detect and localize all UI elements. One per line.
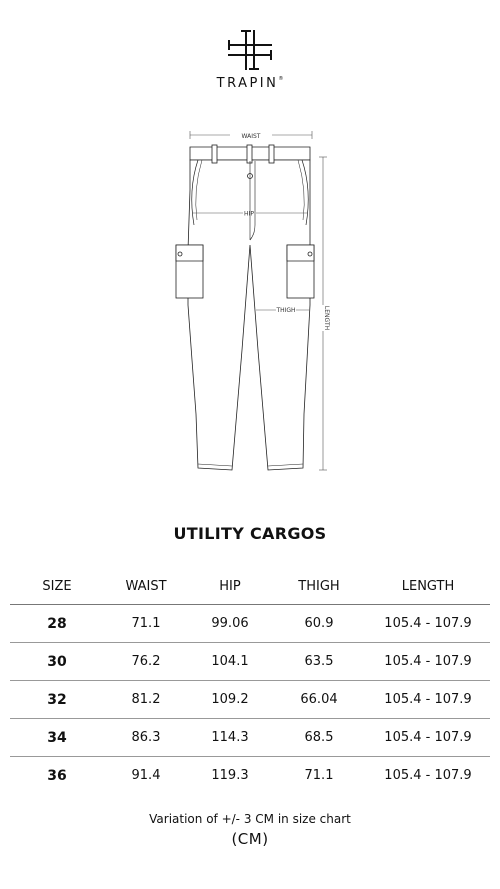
table-row <box>10 605 490 643</box>
cell-size: 32 <box>10 681 104 719</box>
table-row <box>10 719 490 757</box>
cell-size: 28 <box>10 605 104 643</box>
cell-length: 105.4 - 107.9 <box>366 643 490 681</box>
cell-length: 105.4 - 107.9 <box>366 719 490 757</box>
header-waist: WAIST <box>104 568 188 605</box>
product-title: UTILITY CARGOS <box>173 524 327 543</box>
cell-size: 30 <box>10 643 104 681</box>
header-size: SIZE <box>10 568 104 605</box>
right-cargo-pocket <box>287 245 314 298</box>
cell-waist: 71.1 <box>104 605 188 643</box>
left-cargo-pocket <box>176 245 203 298</box>
hip-label: HIP <box>244 210 254 218</box>
cell-length: 105.4 - 107.9 <box>366 605 490 643</box>
waist-label: WAIST <box>241 133 261 140</box>
brand-cross-icon <box>225 28 275 72</box>
trademark-mark: ® <box>278 76 284 82</box>
thigh-label: THIGH <box>276 307 296 314</box>
unit-label: (CM) <box>231 830 269 848</box>
cell-length: 105.4 - 107.9 <box>366 681 490 719</box>
size-chart-table <box>10 568 490 794</box>
cell-waist: 76.2 <box>104 643 188 681</box>
pants-diagram <box>150 130 350 480</box>
cell-thigh: 63.5 <box>272 643 366 681</box>
cell-thigh: 66.04 <box>272 681 366 719</box>
cell-hip: 119.3 <box>211 768 249 783</box>
header-thigh: THIGH <box>272 568 366 605</box>
brand-logo <box>0 28 500 91</box>
cell-thigh: 60.9 <box>272 605 366 643</box>
cell-waist: 81.2 <box>104 681 188 719</box>
table-row <box>10 681 490 719</box>
cell-length: 105.4 - 107.9 <box>384 768 472 783</box>
cell-waist: 86.3 <box>104 719 188 757</box>
cell-hip: 99.06 <box>188 605 272 643</box>
header-length: LENGTH <box>366 568 490 605</box>
cell-hip: 109.2 <box>188 681 272 719</box>
table-header-row <box>10 568 490 605</box>
cell-waist: 91.4 <box>131 768 161 783</box>
length-label: LENGTH <box>323 305 330 331</box>
size-variation-note: Variation of +/- 3 CM in size chart <box>149 812 351 826</box>
cell-thigh: 68.5 <box>272 719 366 757</box>
header-hip: HIP <box>188 568 272 605</box>
table-row <box>10 757 490 795</box>
cell-hip: 114.3 <box>188 719 272 757</box>
table-row <box>10 643 490 681</box>
cell-size: 36 <box>47 767 67 784</box>
cell-size: 34 <box>10 719 104 757</box>
cell-hip: 104.1 <box>188 643 272 681</box>
brand-name: TRAPIN® <box>216 76 284 91</box>
cell-thigh: 71.1 <box>304 768 334 783</box>
